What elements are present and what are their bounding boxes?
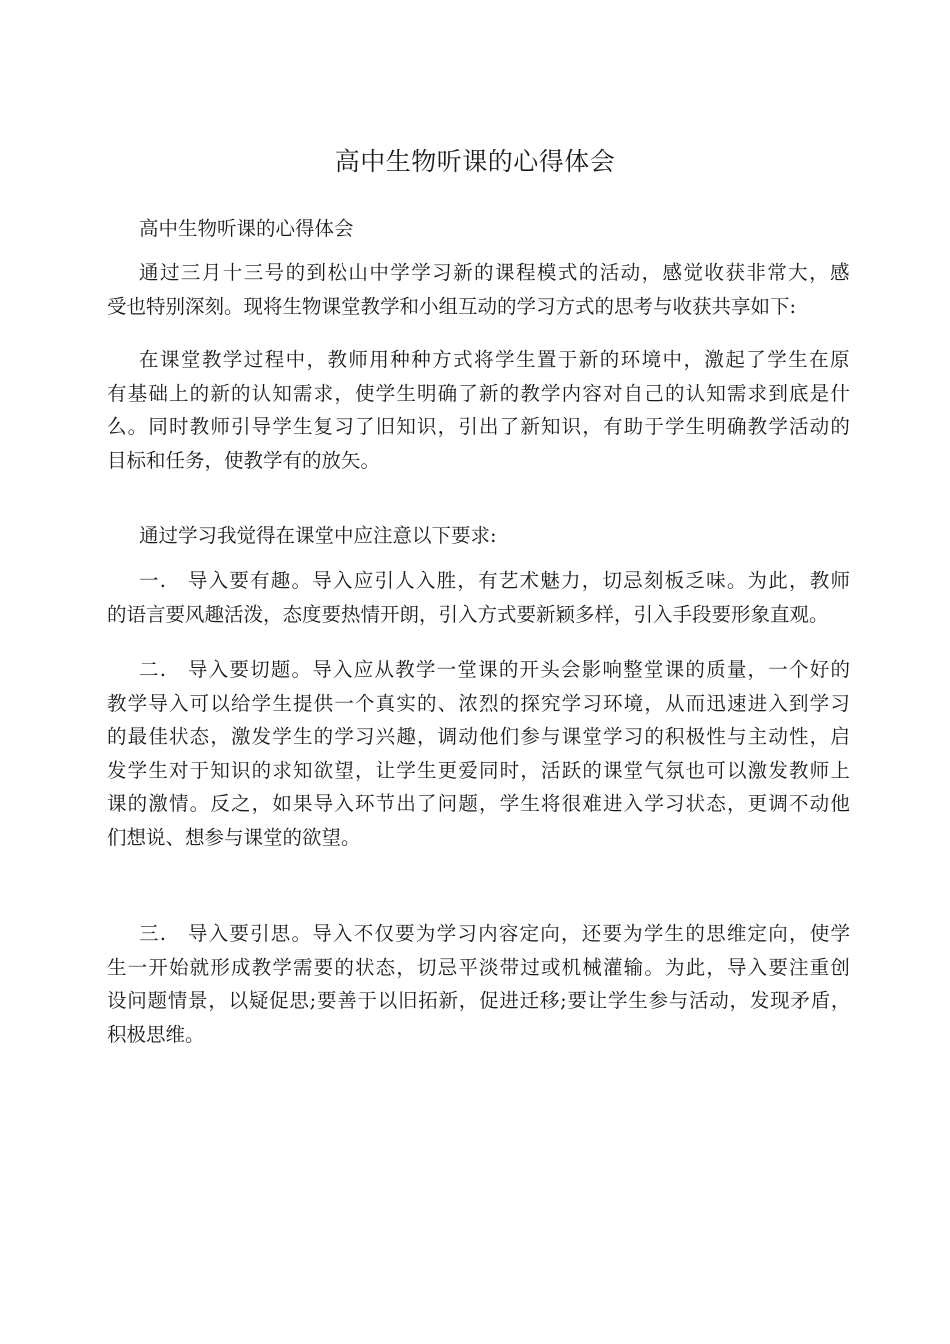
paragraph-subtitle <box>107 212 851 246</box>
document-title: 高中生物听课的心得体会 <box>334 147 616 176</box>
paragraph-line: 在课堂教学过程中，教师用种种方式将学生置于新的环境中，激起了学生在原 <box>139 348 851 371</box>
paragraph-requirements <box>107 519 851 553</box>
paragraph-line: 课的激情。反之，如果导入环节出了问题，学生将很难进入学习状态，更调不动他 <box>107 792 852 815</box>
paragraph-line: 的语言要风趣活泼，态度要热情开朗，引入方式要新颖多样，引入手段要形象直观。 <box>107 602 829 626</box>
paragraph-line: 生一开始就形成教学需要的状态，切忌平淡带过或机械灌输。为此，导入要注重创 <box>107 955 852 979</box>
paragraph-line: 受也特别深刻。现将生物课堂教学和小组互动的学习方式的思考与收获共享如下: <box>107 294 797 318</box>
paragraph-line: 二. 导入要切题。导入应从教学一堂课的开头会影响整堂课的质量，一个好的 <box>139 658 852 681</box>
paragraph-point-one <box>107 564 851 631</box>
paragraph-line: 发学生对于知识的求知欲望，让学生更爱同时，活跃的课堂气氛也可以激发教师上 <box>107 758 852 782</box>
paragraph-intro <box>107 256 851 323</box>
paragraph-line: 通过学习我觉得在课堂中应注意以下要求: <box>139 524 497 547</box>
paragraph-line: 设问题情景，以疑促思;要善于以旧拓新，促进迁移;要让学生参与活动，发现矛盾， <box>107 989 852 1012</box>
paragraph-line: 们想说、想参与课堂的欲望。 <box>107 825 361 849</box>
paragraph-line: 目标和任务，使教学有的放矢。 <box>107 448 381 472</box>
paragraph-line: 通过三月十三号的到松山中学学习新的课程模式的活动，感觉收获非常大，感 <box>139 261 851 284</box>
paragraph-line: 高中生物听课的心得体会 <box>139 217 354 240</box>
paragraph-line: 一. 导入要有趣。导入应引人入胜，有艺术魅力，切忌刻板乏味。为此，教师 <box>139 569 852 592</box>
paragraph-line: 三. 导入要引思。导入不仅要为学习内容定向，还要为学生的思维定向，使学 <box>139 922 852 945</box>
paragraph-line: 积极思维。 <box>107 1022 205 1046</box>
paragraph-point-two <box>107 653 851 854</box>
paragraph-line: 么。同时教师引导学生复习了旧知识，引出了新知识，有助于学生明确教学活动的 <box>107 415 852 438</box>
paragraph-line: 有基础上的新的认知需求，使学生明确了新的教学内容对自己的认知需求到底是什 <box>107 381 852 405</box>
paragraph-line: 的最佳状态，激发学生的学习兴趣，调动他们参与课堂学习的积极性与主动性，启 <box>107 725 852 748</box>
paragraph-point-three <box>107 917 851 1051</box>
paragraph-line: 教学导入可以给学生提供一个真实的、浓烈的探究学习环境，从而迅速进入到学习 <box>107 691 852 715</box>
paragraph-classroom <box>107 343 851 477</box>
